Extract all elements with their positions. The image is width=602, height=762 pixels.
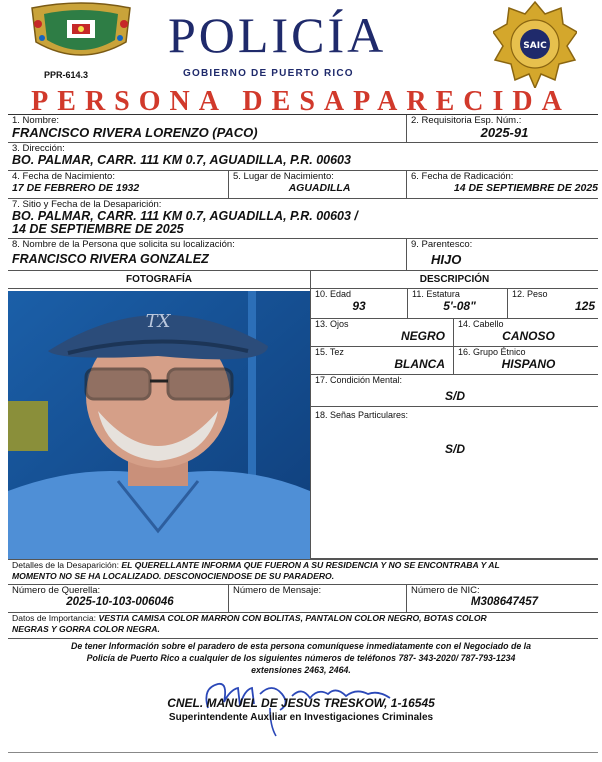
value-nombre: FRANCISCO RIVERA LORENZO (PACO): [12, 125, 258, 140]
label-numero-nic: Número de NIC:: [411, 585, 480, 596]
value-edad: 93: [352, 299, 366, 313]
signature-title: Superintendente Auxiliar en Investigaciones Criminales: [168, 712, 434, 723]
label-importancia: Datos de Importancia:: [12, 613, 97, 623]
value-cabello: CANOSO: [502, 329, 555, 343]
label-requisitoria: 2. Requisitoria Esp. Núm.:: [411, 115, 522, 126]
signature-name: CNEL. MANUEL DE JESUS TRESKOW, 1-16545: [167, 696, 435, 710]
value-etnico: HISPANO: [501, 357, 556, 371]
value-tez: BLANCA: [394, 357, 445, 371]
notice-line2: Policía de Puerto Rico a cualquier de los siguientes números de teléfonos 787- 343-2020/ 787-793-1234: [86, 653, 516, 663]
value-detalles-line2: MOMENTO NO SE HA LOCALIZADO. DESCONOCIENDOSE DE SU PARADERO.: [12, 571, 335, 581]
footer-rule: [8, 752, 598, 753]
value-sitio-line1: BO. PALMAR, CARR. 111 KM 0.7, AGUADILLA, P.R. 00603 /: [12, 209, 358, 223]
label-sitio: 7. Sitio y Fecha de la Desaparición:: [12, 199, 162, 210]
label-numero-mensaje: Número de Mensaje:: [233, 585, 322, 596]
label-peso: 12. Peso: [512, 289, 548, 299]
value-parentesco: HIJO: [431, 252, 462, 267]
value-importancia-line1: VESTIA CAMISA COLOR MARRON CON BOLITAS, PANTALON COLOR NEGRO, BOTAS COLOR: [98, 613, 487, 623]
missing-person-banner: PERSONA DESAPARECIDA: [31, 86, 571, 117]
label-nacimiento: 4. Fecha de Nacimiento:: [12, 171, 115, 182]
header: [0, 0, 602, 88]
value-numero-querella: 2025-10-103-006046: [66, 596, 174, 608]
value-direccion: BO. PALMAR, CARR. 111 KM 0.7, AGUADILLA, P.R. 00603: [12, 153, 351, 167]
row-detalles: [8, 559, 598, 585]
value-importancia-line2: NEGRAS Y GORRA COLOR NEGRA.: [12, 624, 160, 634]
row-senas: [310, 407, 598, 559]
row-name: [8, 115, 598, 143]
description-header: DESCRIPCIÓN: [310, 271, 598, 288]
row-importancia: [8, 613, 598, 639]
row-dates: [8, 171, 598, 199]
value-sitio-line2: 14 DE SEPTIEMBRE DE 2025: [12, 222, 184, 236]
row-disappearance-site: [8, 199, 598, 239]
value-estatura: 5'-08": [443, 299, 476, 313]
value-radicacion: 14 DE SEPTIEMBRE DE 2025: [453, 182, 598, 194]
label-solicitante: 8. Nombre de la Persona que solicita su localización:: [12, 239, 235, 250]
row-mental: [310, 375, 598, 407]
row-ojos-cabello: [310, 319, 598, 347]
value-ojos: NEGRO: [400, 329, 445, 343]
label-radicacion: 6. Fecha de Radicación:: [411, 171, 514, 182]
label-parentesco: 9. Parentesco:: [411, 239, 473, 250]
row-numeros: [8, 585, 598, 613]
notice-line3: extensiones 2463, 2464.: [251, 665, 351, 675]
portrait-image: [8, 291, 310, 559]
label-senas: 18. Señas Particulares:: [315, 410, 409, 420]
puerto-rico-coat-of-arms-icon: [22, 2, 140, 68]
value-requisitoria: 2025-91: [480, 125, 529, 140]
svg-text:SAIC: SAIC: [523, 41, 547, 51]
label-mental: 17. Condición Mental:: [315, 375, 403, 385]
missing-person-photo: [8, 291, 310, 559]
value-lugar: AGUADILLA: [288, 182, 351, 194]
label-detalles: Detalles de la Desaparición:: [12, 560, 120, 570]
label-etnico: 16. Grupo Étnico: [458, 347, 526, 357]
row-tez-etnico: [310, 347, 598, 375]
form-code: PPR-614.3: [44, 70, 89, 80]
police-badge-icon: [493, 0, 577, 88]
label-cabello: 14. Cabello: [458, 319, 504, 329]
value-numero-nic: M308647457: [470, 596, 539, 608]
label-numero-querella: Número de Querella:: [12, 585, 101, 596]
page-subtitle: GOBIERNO DE PUERTO RICO: [183, 68, 354, 79]
row-section-headers: [8, 271, 598, 289]
value-solicitante: FRANCISCO RIVERA GONZALEZ: [12, 252, 209, 266]
value-senas: S/D: [445, 442, 466, 456]
photo-header: FOTOGRAFÍA: [126, 274, 192, 285]
row-requester: [8, 239, 598, 271]
row-edad-estatura-peso: [310, 289, 598, 319]
row-address: [8, 143, 598, 171]
label-edad: 10. Edad: [315, 289, 352, 299]
value-mental: S/D: [445, 389, 466, 403]
svg-text:TX: TX: [145, 311, 171, 332]
value-nacimiento: 17 DE FEBRERO DE 1932: [12, 182, 140, 194]
label-nombre: 1. Nombre:: [12, 115, 59, 126]
label-tez: 15. Tez: [315, 347, 344, 357]
value-detalles-line1: EL QUERELLANTE INFORMA QUE FUERON A SU RESIDENCIA Y NO SE ENCONTRABA Y AL: [121, 560, 500, 570]
label-ojos: 13. Ojos: [315, 319, 349, 329]
missing-person-form: [8, 114, 598, 634]
label-estatura: 11. Estatura: [412, 289, 460, 299]
label-lugar: 5. Lugar de Nacimiento:: [233, 171, 334, 182]
page-title: POLICÍA: [168, 7, 387, 63]
notice-line1: De tener Información sobre el paradero de esta persona comuníquese inmediatamente con el Negociado de la: [70, 641, 531, 651]
value-peso: 125: [574, 299, 595, 313]
label-direccion: 3. Dirección:: [12, 143, 65, 154]
